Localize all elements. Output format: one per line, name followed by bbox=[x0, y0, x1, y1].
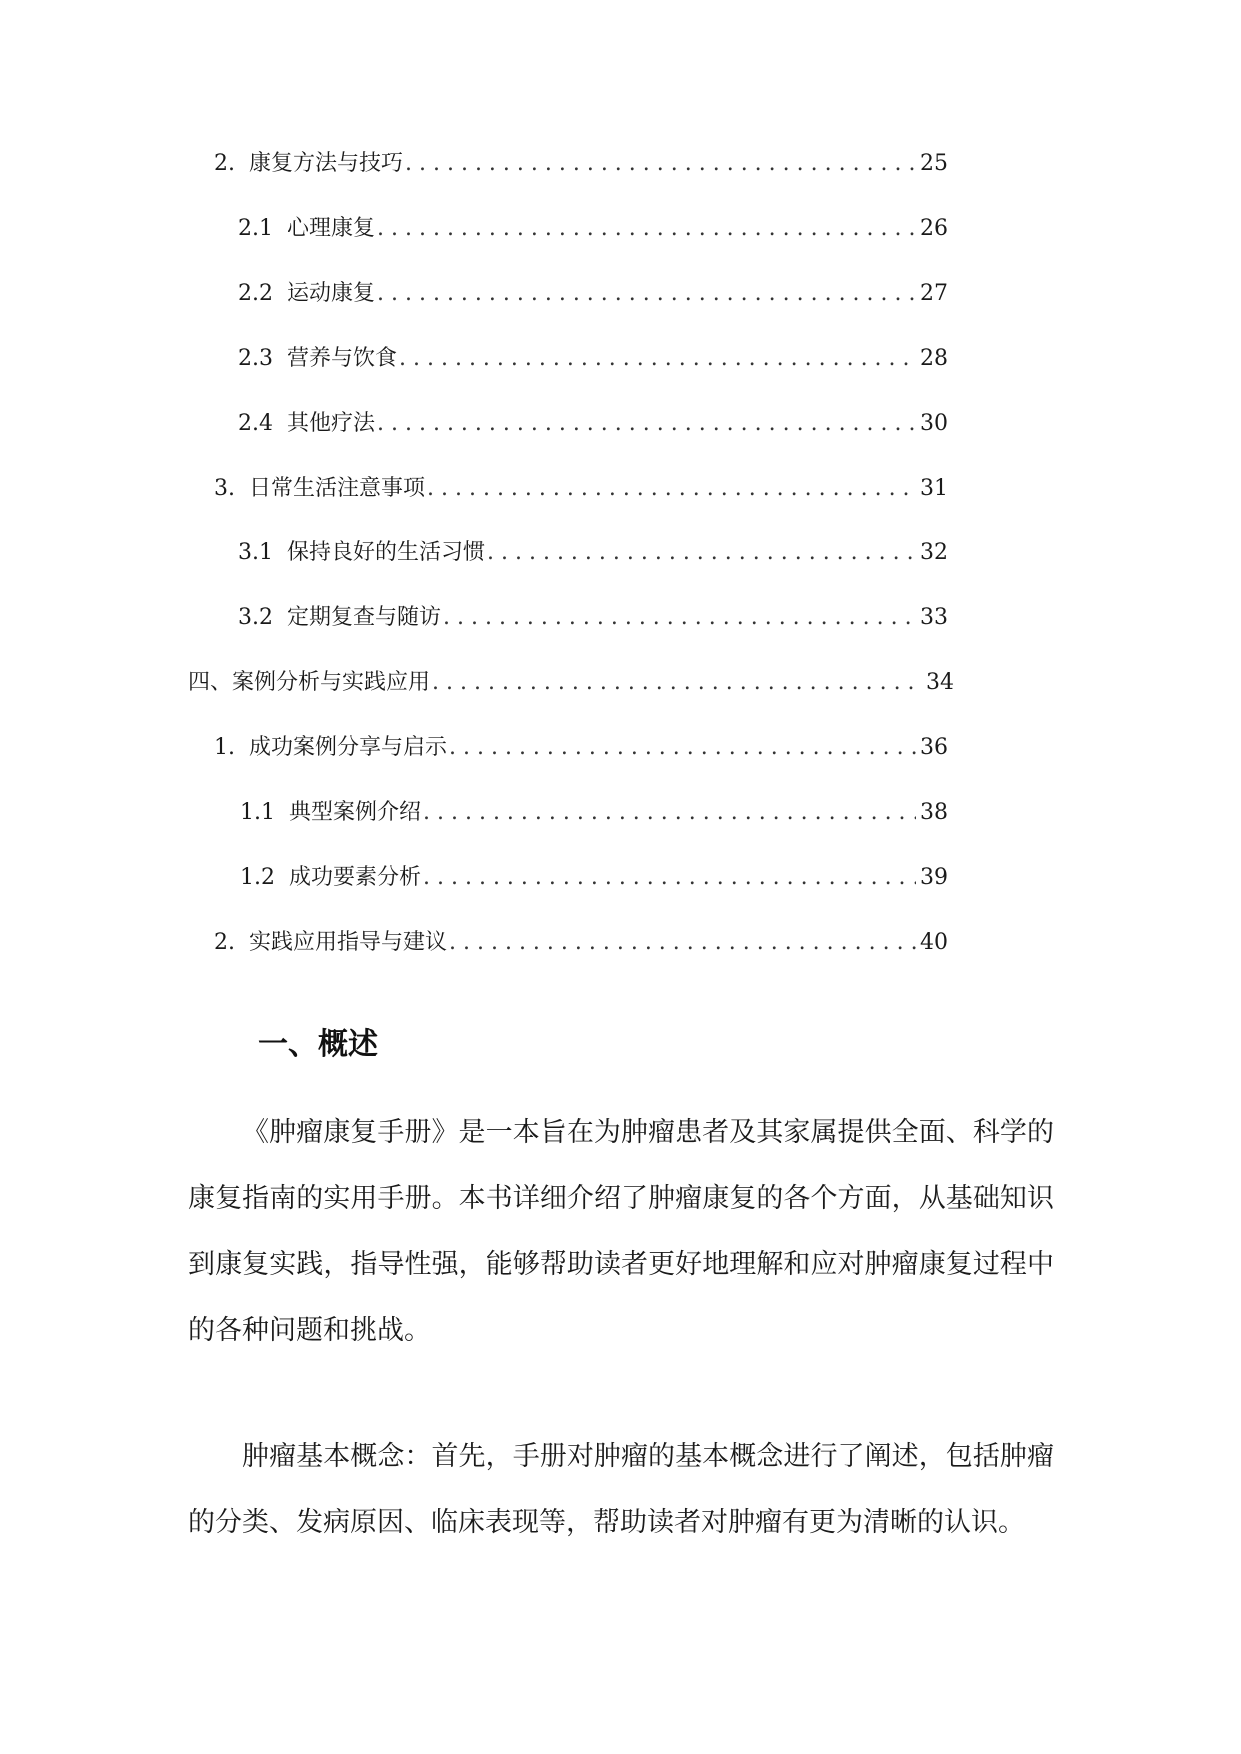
toc-entry[interactable] bbox=[238, 529, 946, 569]
body-paragraph: 《肿瘤康复手册》是一本旨在为肿瘤患者及其家属提供全面、科学的康复指南的实用手册。本书详细介绍了肿瘤康复的各个方面，从基础知识到康复实践，指导性强，能够帮助读者更好地理解和应对肿瘤康复过程中的各种问题和挑战。 bbox=[188, 1117, 1054, 1346]
toc-entry[interactable] bbox=[238, 205, 946, 245]
toc-entry-number: 2.4 bbox=[238, 411, 273, 436]
toc-entry-number: 1.1 bbox=[240, 800, 275, 825]
toc-entry[interactable] bbox=[240, 789, 946, 829]
toc-entry-page: 31 bbox=[920, 476, 948, 501]
toc-dot-leader bbox=[377, 213, 916, 245]
toc-dot-leader bbox=[377, 408, 916, 440]
toc-entry-title: 营养与饮食 bbox=[287, 346, 398, 371]
toc-entry-title: 实践应用指导与建议 bbox=[249, 930, 448, 955]
toc-dot-leader bbox=[423, 797, 916, 829]
toc-entry[interactable] bbox=[214, 724, 946, 764]
toc-entry-page: 25 bbox=[920, 151, 948, 176]
toc-entry-page: 40 bbox=[920, 930, 948, 955]
toc-entry-page: 28 bbox=[920, 346, 948, 371]
body-paragraph: 肿瘤基本概念：首先，手册对肿瘤的基本概念进行了阐述，包括肿瘤的分类、发病原因、临床表现等，帮助读者对肿瘤有更为清晰的认识。 bbox=[188, 1441, 1054, 1538]
toc-dot-leader bbox=[432, 667, 922, 699]
toc-entry-title: 日常生活注意事项 bbox=[249, 476, 426, 501]
toc-entry[interactable] bbox=[214, 140, 946, 180]
toc-dot-leader bbox=[399, 343, 916, 375]
toc-entry[interactable] bbox=[238, 594, 946, 634]
toc-entry[interactable] bbox=[238, 270, 946, 310]
toc-entry-title: 成功要素分析 bbox=[289, 865, 422, 890]
toc-entry-title: 保持良好的生活习惯 bbox=[287, 540, 486, 565]
toc-dot-leader bbox=[427, 473, 916, 505]
toc-entry[interactable] bbox=[240, 854, 946, 894]
toc-entry-number: 3. bbox=[214, 476, 235, 501]
toc-entry-page: 26 bbox=[920, 216, 948, 241]
section-heading: 一、概述 bbox=[258, 1027, 378, 1062]
toc-entry-title: 定期复查与随访 bbox=[287, 605, 442, 630]
toc-entry-number: 2.2 bbox=[238, 281, 273, 306]
toc-dot-leader bbox=[423, 862, 916, 894]
toc-entry-page: 36 bbox=[920, 735, 948, 760]
toc-entry-page: 32 bbox=[920, 540, 948, 565]
toc-entry-page: 39 bbox=[920, 865, 948, 890]
toc-entry-number: 3.1 bbox=[238, 540, 273, 565]
toc-entry-title: 成功案例分享与启示 bbox=[249, 735, 448, 760]
toc-entry-title: 心理康复 bbox=[287, 216, 376, 241]
toc-entry-title: 典型案例介绍 bbox=[289, 800, 422, 825]
toc-entry-title: 其他疗法 bbox=[287, 411, 376, 436]
toc-entry-title: 四、案例分析与实践应用 bbox=[188, 670, 431, 695]
toc-entry-number: 3.2 bbox=[238, 605, 273, 630]
toc-entry-number: 1.2 bbox=[240, 865, 275, 890]
toc-entry[interactable] bbox=[214, 919, 946, 959]
toc-dot-leader bbox=[443, 602, 916, 634]
toc-dot-leader bbox=[487, 537, 916, 569]
toc-entry-chapter[interactable] bbox=[188, 659, 952, 699]
toc-entry[interactable] bbox=[238, 400, 946, 440]
toc-dot-leader bbox=[449, 927, 916, 959]
toc-entry-number: 2. bbox=[214, 151, 235, 176]
toc-entry-page: 30 bbox=[920, 411, 948, 436]
toc-entry-page: 27 bbox=[920, 281, 948, 306]
toc-entry-page: 34 bbox=[926, 670, 954, 695]
toc-entry-number: 2.1 bbox=[238, 216, 273, 241]
toc-entry-title: 康复方法与技巧 bbox=[249, 151, 404, 176]
toc-entry[interactable] bbox=[214, 465, 946, 505]
toc-entry-page: 38 bbox=[920, 800, 948, 825]
toc-entry-number: 1. bbox=[214, 735, 235, 760]
toc-entry-title: 运动康复 bbox=[287, 281, 376, 306]
toc-entry-page: 33 bbox=[920, 605, 948, 630]
toc-entry[interactable] bbox=[238, 335, 946, 375]
toc-dot-leader bbox=[377, 278, 916, 310]
toc-dot-leader bbox=[405, 148, 916, 180]
toc-entry-number: 2.3 bbox=[238, 346, 273, 371]
toc-entry-number: 2. bbox=[214, 930, 235, 955]
toc-dot-leader bbox=[449, 732, 916, 764]
